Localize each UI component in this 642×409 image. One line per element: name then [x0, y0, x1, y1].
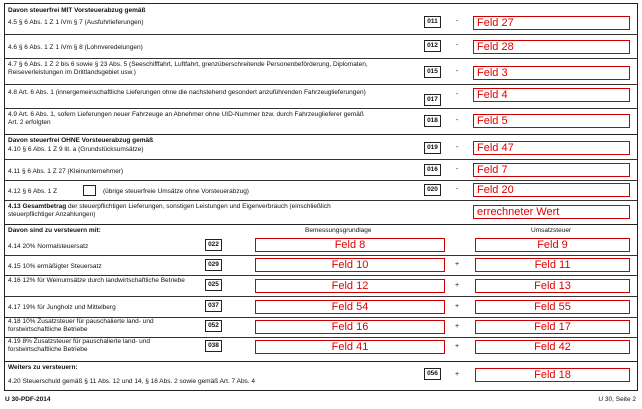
row-divider [5, 34, 637, 35]
form-frame [4, 3, 638, 391]
code-box-016: 016 [424, 164, 441, 176]
plus-sign: + [455, 261, 460, 268]
plus-sign: + [455, 303, 460, 310]
row-divider [5, 159, 637, 160]
section-heading-weiters: Weiters zu versteuern: [8, 364, 78, 371]
row-label-4-7: 4.7 § 6 Abs. 1 Z 2 bis 6 sowie § 23 Abs. 5 (Seeschifffahrt, Luftfahrt, grenzüberschreitende Personenbeförderung, Diplomaten, Reiseverleistungen im Drittlandsgebiet usw.) [8, 61, 368, 76]
row-label-4-9: 4.9 Art. 6 Abs. 1, sofern Lieferungen neuer Fahrzeuge an Abnehmer ohne UID-Nummer bzw. durch Fahrzeuglieferer gemäß Art. 2 erfolgten [8, 111, 364, 126]
code-box-056: 056 [424, 368, 441, 380]
field-input-feld-5[interactable]: Feld 5 [473, 114, 630, 128]
field-input-feld-11[interactable]: Feld 11 [475, 258, 630, 272]
field-input-feld-7[interactable]: Feld 7 [473, 163, 630, 177]
field-input-feld-27[interactable]: Feld 27 [473, 16, 630, 30]
row-label-4-6: 4.6 § 6 Abs. 1 Z 1 iVm § 8 (Lohnveredelungen) [8, 44, 143, 51]
row-label-4-20: 4.20 Steuerschuld gemäß § 11 Abs. 12 und 14, § 16 Abs. 2 sowie gemäß Art. 7 Abs. 4 [8, 378, 256, 385]
minus-sign: - [456, 42, 459, 49]
code-box-022: 022 [205, 239, 222, 251]
field-input-feld-41[interactable]: Feld 41 [255, 340, 445, 354]
footer-form-id: U 30-PDF-2014 [5, 396, 51, 403]
code-box-019: 019 [424, 142, 441, 154]
row-label-4-5: 4.5 § 6 Abs. 1 Z 1 iVm § 7 (Ausfuhrlieferungen) [8, 19, 144, 26]
row-divider [5, 108, 637, 109]
row-divider [5, 200, 637, 201]
field-input-feld-8[interactable]: Feld 8 [255, 238, 445, 252]
row-divider [5, 58, 637, 59]
field-input-errechneter-wert[interactable]: errechneter Wert [473, 205, 630, 219]
section-divider [5, 361, 637, 362]
plus-sign: + [455, 323, 460, 330]
minus-sign: - [456, 144, 459, 151]
section-heading-ohne-vorsteuer: Davon steuerfrei OHNE Vorsteuerabzug gemäß [8, 137, 154, 144]
row-number-4-13: 4.13 [8, 203, 21, 210]
row-label-4-19: 4.19 8% Zusatzsteuer für pauschalierte land- und forstwirtschaftliche Betriebe [8, 338, 151, 353]
code-box-052: 052 [205, 320, 222, 332]
plus-sign: + [455, 343, 460, 350]
field-input-feld-16[interactable]: Feld 16 [255, 320, 445, 334]
minus-sign: - [456, 68, 459, 75]
field-input-feld-9[interactable]: Feld 9 [475, 238, 630, 252]
footer-page-number: U 30, Seite 2 [598, 396, 636, 403]
minus-sign: - [456, 186, 459, 193]
column-header-umsatzsteuer: Umsatzsteuer [531, 227, 572, 234]
gesamtbetrag-label: Gesamtbetrag [22, 203, 67, 210]
section-divider [5, 134, 637, 135]
minus-sign: - [456, 117, 459, 124]
code-box-012: 012 [424, 40, 441, 52]
minus-sign: - [456, 91, 459, 98]
field-input-feld-28[interactable]: Feld 28 [473, 40, 630, 54]
row-divider [5, 180, 637, 181]
row-label-4-16: 4.16 12% für Weinumsätze durch landwirtschaftliche Betriebe [8, 277, 185, 284]
row-label-4-12-suffix: (übrige steuerfreie Umsätze ohne Vorsteuerabzug) [103, 188, 249, 195]
field-input-feld-4[interactable]: Feld 4 [473, 88, 630, 102]
code-box-037: 037 [205, 300, 222, 312]
code-box-025: 025 [205, 279, 222, 291]
field-input-feld-42[interactable]: Feld 42 [475, 340, 630, 354]
row-label-4-14: 4.14 20% Normalsteuersatz [8, 243, 89, 250]
row-label-4-11: 4.11 § 6 Abs. 1 Z 27 (Kleinunternehmer) [8, 168, 124, 175]
field-input-feld-54[interactable]: Feld 54 [255, 300, 445, 314]
plus-sign: + [455, 371, 460, 378]
field-input-feld-10[interactable]: Feld 10 [255, 258, 445, 272]
field-input-feld-3[interactable]: Feld 3 [473, 66, 630, 80]
row-divider [5, 84, 637, 85]
section-divider [5, 224, 637, 225]
plus-sign: + [455, 282, 460, 289]
row-divider [5, 255, 637, 256]
section-heading-versteuern: Davon sind zu versteuern mit: [8, 227, 101, 234]
section-heading-mit-vorsteuer: Davon steuerfrei MIT Vorsteuerabzug gemäß [8, 7, 146, 14]
code-box-029: 029 [205, 259, 222, 271]
field-input-feld-12[interactable]: Feld 12 [255, 279, 445, 293]
row-divider [5, 275, 637, 276]
code-box-038: 038 [205, 340, 222, 352]
row-label-4-18: 4.18 10% Zusatzsteuer für pauschalierte land- und forstwirtschaftliche Betriebe [8, 318, 154, 333]
minus-sign: - [456, 166, 459, 173]
field-input-feld-18[interactable]: Feld 18 [475, 368, 630, 382]
field-input-feld-20[interactable]: Feld 20 [473, 183, 630, 197]
z-number-input[interactable] [83, 185, 96, 196]
field-input-feld-13[interactable]: Feld 13 [475, 279, 630, 293]
code-box-011: 011 [424, 16, 441, 28]
row-label-4-13 [8, 203, 368, 218]
row-label-4-15: 4.15 10% ermäßigter Steuersatz [8, 263, 102, 270]
code-box-015: 015 [424, 66, 441, 78]
code-box-020: 020 [424, 184, 441, 196]
field-input-feld-17[interactable]: Feld 17 [475, 320, 630, 334]
code-box-018: 018 [424, 115, 441, 127]
row-divider [5, 296, 637, 297]
minus-sign: - [456, 18, 459, 25]
code-box-017: 017 [424, 94, 441, 106]
row-label-4-8: 4.8 Art. 6 Abs. 1 (innergemeinschaftliche Lieferungen ohne die nachstehend gesondert anzuführenden Fahrzeuglieferungen) [8, 89, 366, 96]
field-input-feld-47[interactable]: Feld 47 [473, 141, 630, 155]
field-input-feld-55[interactable]: Feld 55 [475, 300, 630, 314]
gesamtbetrag-text: der steuerpflichtigen Lieferungen, sonstigen Leistungen und Eigenverbrauch (einschließlich steuerpflichtiger Anzahlungen) [8, 203, 331, 218]
column-header-bemessungsgrundlage: Bemessungsgrundlage [305, 227, 372, 234]
row-label-4-12: 4.12 § 6 Abs. 1 Z [8, 188, 58, 195]
row-label-4-17: 4.17 19% für Jungholz und Mittelberg [8, 304, 116, 311]
row-label-4-10: 4.10 § 6 Abs. 1 Z 9 lit. a (Grundstücksumsätze) [8, 146, 144, 153]
